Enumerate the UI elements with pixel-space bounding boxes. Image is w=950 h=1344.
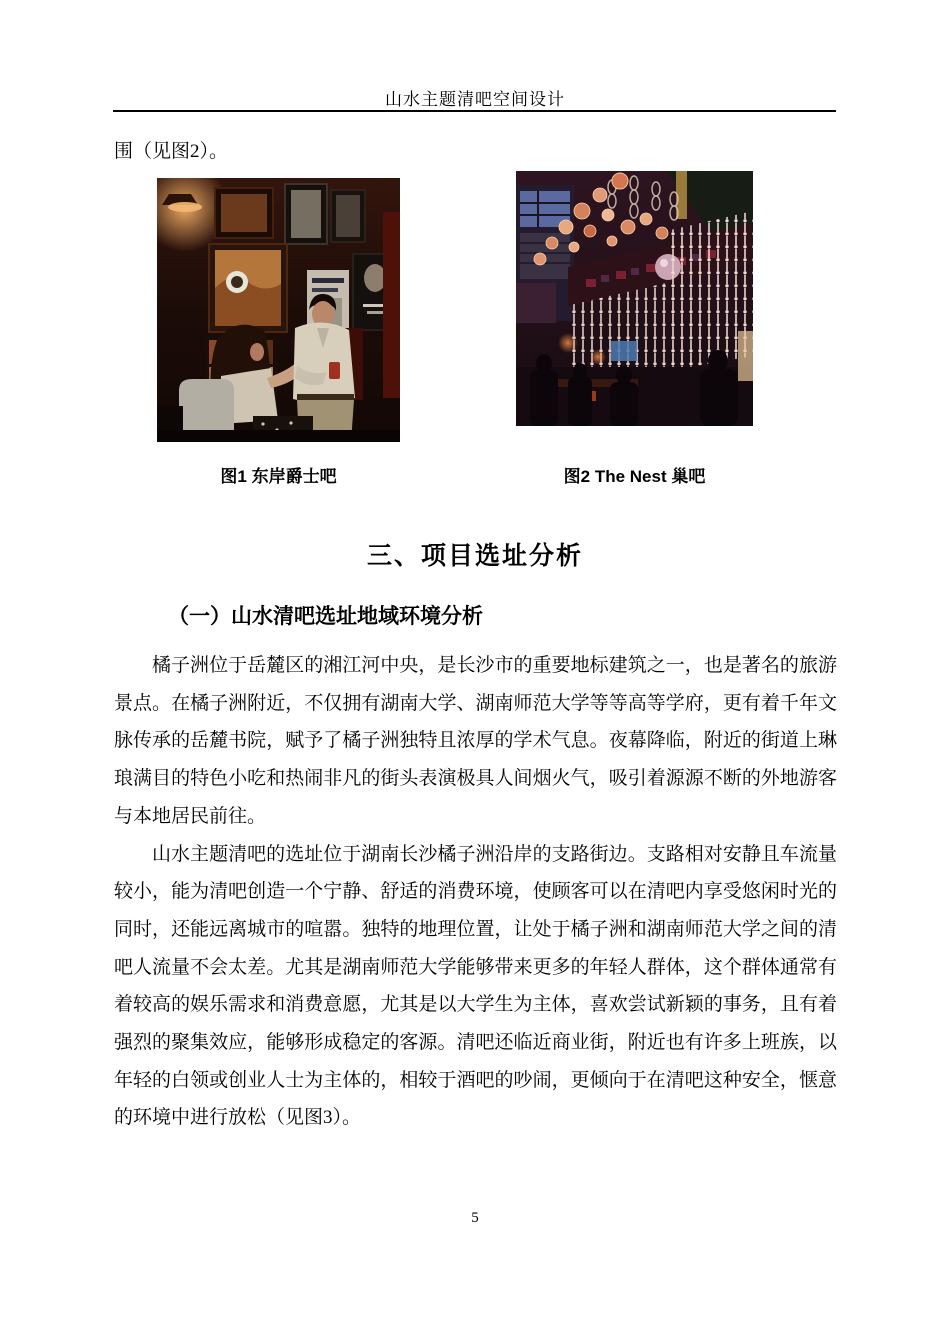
intro-line: 围（见图2）。	[114, 141, 229, 162]
body-text	[114, 647, 837, 1137]
figure1-jazz-bar-photo	[157, 178, 400, 442]
paragraph-1: 橘子洲位于岳麓区的湘江河中央，是长沙市的重要地标建筑之一，也是著名的旅游景点。在橘子洲附近，不仅拥有湖南大学、湖南师范大学等等高等学府，更有着千年文脉传承的岳麓书院，赋予了橘子洲独特且浓厚的学术气息。夜幕降临，附近的街道上琳琅满目的特色小吃和热闹非凡的街头表演极具人间烟火气，吸引着源源不断的外地游客与本地居民前往。	[114, 655, 837, 827]
section-heading: 三、项目选址分析	[366, 542, 583, 570]
figure2-nest-bar-photo	[516, 171, 753, 426]
subsection-heading: （一）山水清吧选址地域环境分析	[168, 605, 483, 628]
header-rule	[113, 110, 836, 112]
figure2-caption: 图2 The Nest 巢吧	[563, 467, 706, 486]
paragraph-2: 山水主题清吧的选址位于湖南长沙橘子洲沿岸的支路街边。支路相对安静且车流量较小，能为清吧创造一个宁静、舒适的消费环境，使顾客可以在清吧内享受悠闲时光的同时，还能远离城市的喧嚣。独特的地理位置，让处于橘子洲和湖南师范大学之间的清吧人流量不会太差。尤其是湖南师范大学能够带来更多的年轻人群体，这个群体通常有着较高的娱乐需求和消费意愿，尤其是以大学生为主体，喜欢尝试新颖的事务，且有着强烈的聚集效应，能够形成稳定的客源。清吧还临近商业街，附近也有许多上班族，以年轻的白领或创业人士为主体的，相较于酒吧的吵闹，更倾向于在清吧这种安全，惬意的环境中进行放松（见图3）。	[114, 843, 837, 1129]
page-number: 5	[471, 1210, 479, 1226]
figure1-caption: 图1 东岸爵士吧	[220, 467, 337, 486]
page-header-title: 山水主题清吧空间设计	[385, 90, 565, 109]
